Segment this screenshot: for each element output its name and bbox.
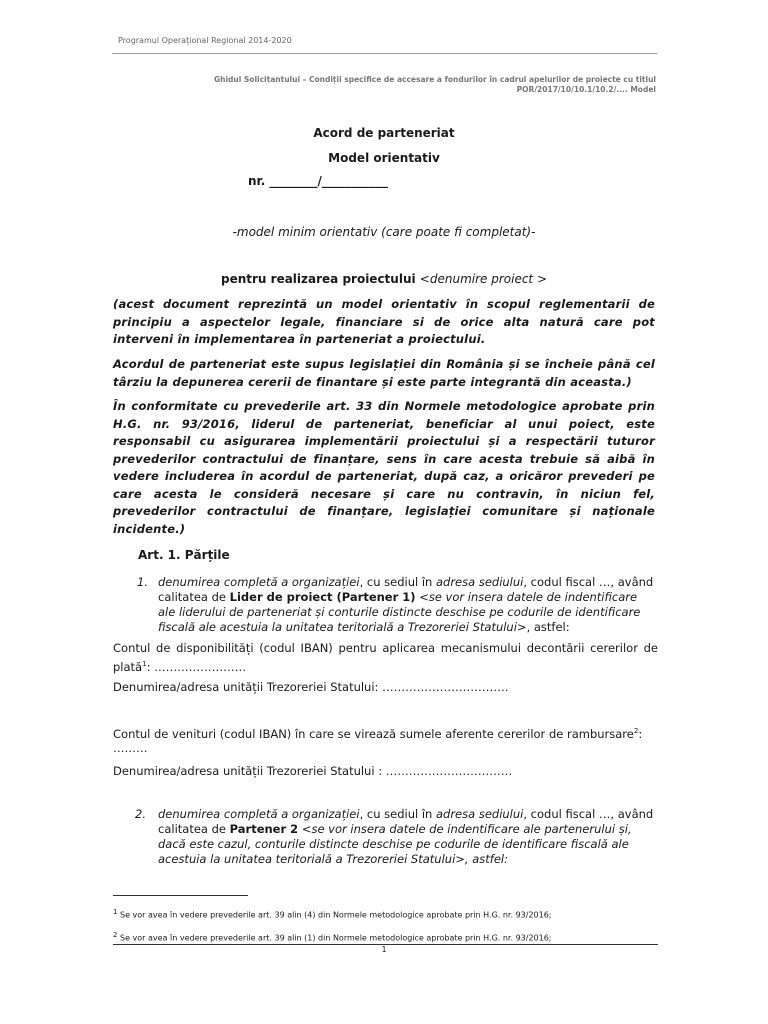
org-name-placeholder: denumirea completă a organizației <box>158 807 360 821</box>
address-placeholder: adresa sediului <box>435 575 524 589</box>
header-rule <box>112 53 657 54</box>
footnote-number: 2 <box>113 931 118 939</box>
text-run: , codul fiscal …, având calitatea de <box>158 807 654 836</box>
project-prefix: pentru realizarea proiectului <box>221 272 420 286</box>
text-run: Contul de disponibilități (codul IBAN) pentru aplicarea mecanismului decontării cererilor de plată <box>113 641 658 674</box>
text-run: , codul fiscal …, având calitatea de <box>158 575 654 604</box>
item-1-number: 1. <box>137 575 148 589</box>
intro-paragraph-3: În conformitate cu prevederile art. 33 din Normele metodologice aprobate prin H.G. nr. 93/2016, liderul de parteneriat, beneficiar al unui poiect, este responsabil cu asigurarea implementării proiectului și a respectării tuturor prevederilor contractului de finanțare, sens în care acesta trebuie să aibă în vedere includerea în acordul de parteneriat, după caz, a oricăror prevederi pe care acesta le consideră necesare și care nu contravin, în niciun fel, prevederilor contractului de finanțare, legislației comunitare și naționale incidente.) <box>113 399 655 536</box>
partner-2-label: Partener 2 <box>229 822 299 836</box>
treasury-unit-line-2: Denumirea/adresa unității Trezoreriei Statului : …………………………… <box>113 764 513 778</box>
footnote-2 <box>113 931 552 943</box>
footnote-text: Se vor avea în vedere prevederile art. 39 alin (4) din Normele metodologice aprobate prin H.G. nr. 93/2016; <box>117 910 552 920</box>
footnote-text: Se vor avea în vedere prevederile art. 39 alin (1) din Normele metodologice aprobate prin H.G. nr. 93/2016; <box>117 933 552 943</box>
partner-data-instructions: <se vor insera datele de indentificare ale partenerului și, dacă este cazul, conturile distincte deschise pe codurile de identificare fiscală ale acestuia la unitatea teritorială a Trezoreriei Statului> <box>158 822 632 866</box>
lead-partner-label: Lider de proiect (Partener 1) <box>229 590 416 604</box>
treasury-unit-line-1: Denumirea/adresa unității Trezoreriei Statului: …………………………… <box>113 680 509 694</box>
revenue-account-line <box>113 723 658 742</box>
document-number: nr. ________/___________ <box>248 174 388 188</box>
project-placeholder: <denumire proiect > <box>419 272 547 286</box>
footnote-number: 1 <box>113 908 118 916</box>
address-placeholder: adresa sediului <box>435 807 524 821</box>
footnote-ref-1: 1 <box>142 660 147 668</box>
lead-data-instructions: <se vor insera datele de indentificare ale liderului de parteneriat și conturile distincte deschise pe codurile de identificare fiscală ale acestuia la unitatea teritorială a Trezoreriei Statului> <box>158 590 641 634</box>
item-1-text <box>158 575 656 635</box>
text-run: : …………………… <box>146 659 247 674</box>
guide-title-line1: Ghidul Solicitantului – Condiții specifice de accesare a fondurilor în cadrul apelurilor de proiecte cu titlul <box>213 75 656 84</box>
program-header: Programul Operațional Regional 2014-2020 <box>118 36 292 45</box>
text-run: , cu sediul în <box>359 575 436 589</box>
text-run: , astfel: <box>464 852 508 866</box>
document-subtitle: Model orientativ <box>328 151 440 165</box>
footnote-1 <box>113 908 552 920</box>
intro-paragraph-2: Acordul de parteneriat este supus legislației din România și se încheie până cel târziu la depunerea cererii de finantare și este parte integrantă din aceasta.) <box>113 357 655 389</box>
model-note: -model minim orientativ (care poate fi completat)- <box>232 225 536 239</box>
text-run: : <box>638 726 643 741</box>
revenue-account-dots: ……… <box>113 741 148 755</box>
item-2-text <box>158 807 656 867</box>
guide-title-line2: POR/2017/10/10.1/10.2/.... Model <box>516 85 656 94</box>
project-line <box>0 272 768 286</box>
footnote-ref-2: 2 <box>633 727 639 735</box>
text-run: , cu sediul în <box>359 807 436 821</box>
org-name-placeholder: denumirea completă a organizației <box>158 575 360 589</box>
page-number: 1 <box>381 945 387 954</box>
account-availability-line <box>113 640 658 675</box>
text-run: Contul de venituri (codul IBAN) în care se virează sumele aferente cererilor de rambursare <box>113 726 634 741</box>
text-run: , astfel: <box>526 620 570 634</box>
item-2-number: 2. <box>135 807 146 821</box>
intro-paragraph-1: (acest document reprezintă un model orientativ în scopul reglementarii de principiu a aspectelor legale, financiare si de orice alta natură care pot interveni în implementarea în parteneriat a proiectului. <box>113 297 655 346</box>
document-title: Acord de parteneriat <box>313 126 455 140</box>
footnote-separator <box>113 895 248 896</box>
article-1-heading: Art. 1. Părțile <box>138 548 230 562</box>
